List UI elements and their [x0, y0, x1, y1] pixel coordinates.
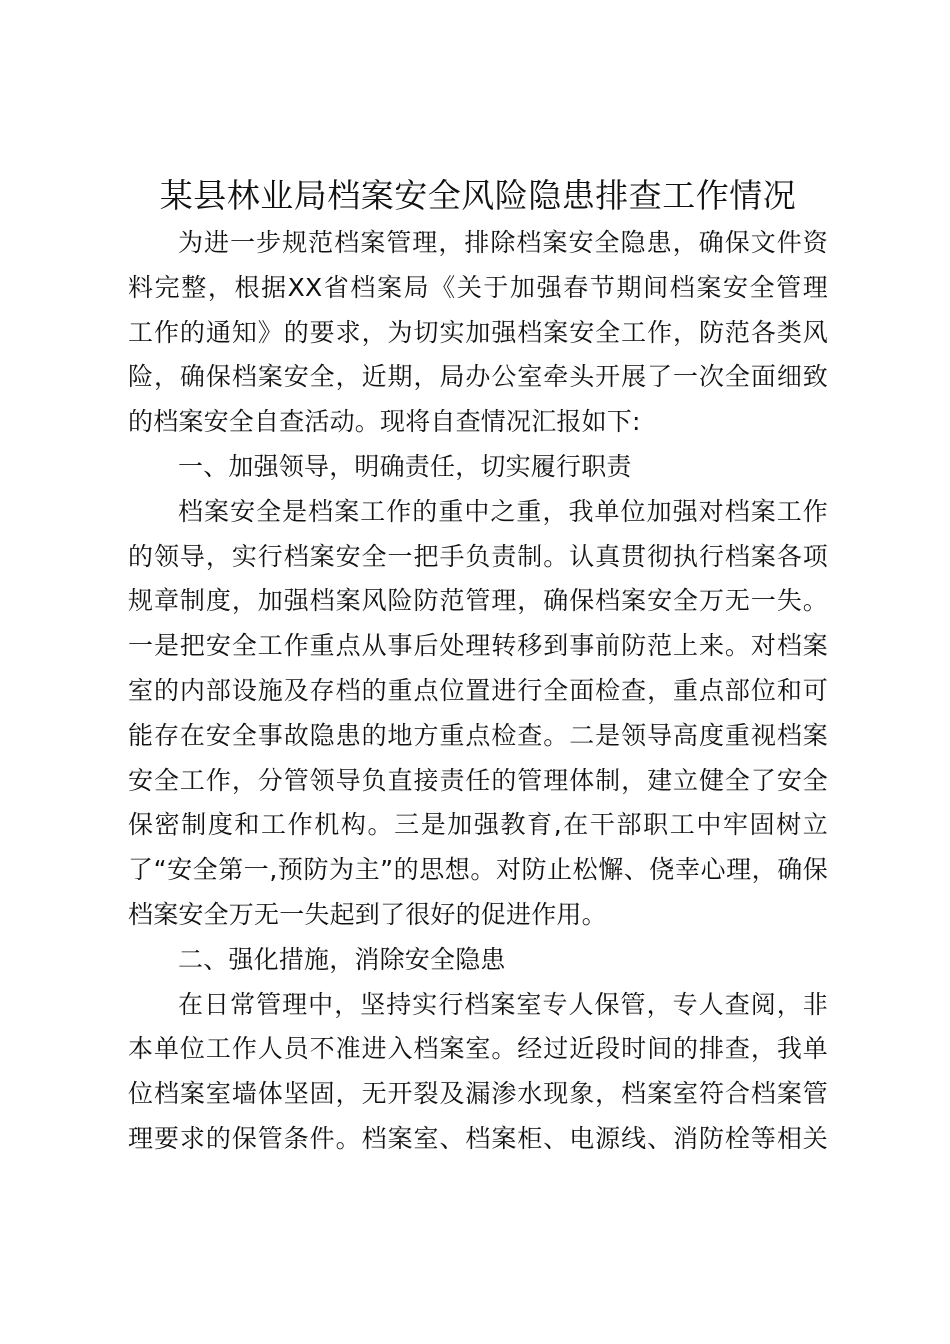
paragraph-line: 理要求的保管条件。档案室、档案柜、电源线、消防栓等相关 [128, 1123, 828, 1153]
paragraph-line: 安全工作，分管领导负直接责任的管理体制，建立健全了安全 [128, 765, 828, 795]
paragraph-line: 的档案安全自查活动。现将自查情况汇报如下: [128, 407, 641, 437]
document-title: 某县林业局档案安全风险隐患排查工作情况 [159, 176, 797, 215]
paragraph-line: 一是把安全工作重点从事后处理转移到事前防范上来。对档案 [128, 631, 828, 661]
paragraph-line: 档案安全万无一失起到了很好的促进作用。 [128, 899, 607, 929]
paragraph-line: 料完整，根据XX省档案局《关于加强春节期间档案安全管理 [128, 272, 828, 302]
paragraph-line: 工作的通知》的要求，为切实加强档案安全工作，防范各类风 [128, 317, 828, 347]
paragraph-line: 规章制度，加强档案风险防范管理，确保档案安全万无一失。 [128, 586, 828, 616]
paragraph-line: 保密制度和工作机构。三是加强教育,在干部职工中牢固树立 [128, 810, 828, 840]
section-heading: 二、强化措施，消除安全隐患 [178, 944, 506, 974]
paragraph-line: 档案安全是档案工作的重中之重，我单位加强对档案工作 [178, 496, 828, 526]
paragraph-line: 险，确保档案安全，近期，局办公室牵头开展了一次全面细致 [128, 362, 828, 392]
paragraph-line: 本单位工作人员不准进入档案室。经过近段时间的排查，我单 [128, 1034, 828, 1064]
paragraph-line: 室的内部设施及存档的重点位置进行全面检查，重点部位和可 [128, 675, 828, 705]
document-body [128, 221, 828, 1162]
paragraph-line: 能存在安全事故隐患的地方重点检查。二是领导高度重视档案 [128, 720, 828, 750]
paragraph-line: 为进一步规范档案管理，排除档案安全隐患，确保文件资 [178, 228, 828, 257]
paragraph-line: 在日常管理中，坚持实行档案室专人保管，专人查阅，非 [178, 989, 828, 1019]
paragraph-line: 位档案室墙体坚固，无开裂及漏渗水现象，档案室符合档案管 [128, 1079, 828, 1109]
paragraph-line: 的领导，实行档案安全一把手负责制。认真贯彻执行档案各项 [128, 541, 828, 571]
paragraph-line: 了“安全第一,预防为主”的思想。对防止松懈、侥幸心理，确保 [128, 855, 828, 885]
section-heading: 一、加强领导，明确责任，切实履行职责 [178, 451, 632, 481]
